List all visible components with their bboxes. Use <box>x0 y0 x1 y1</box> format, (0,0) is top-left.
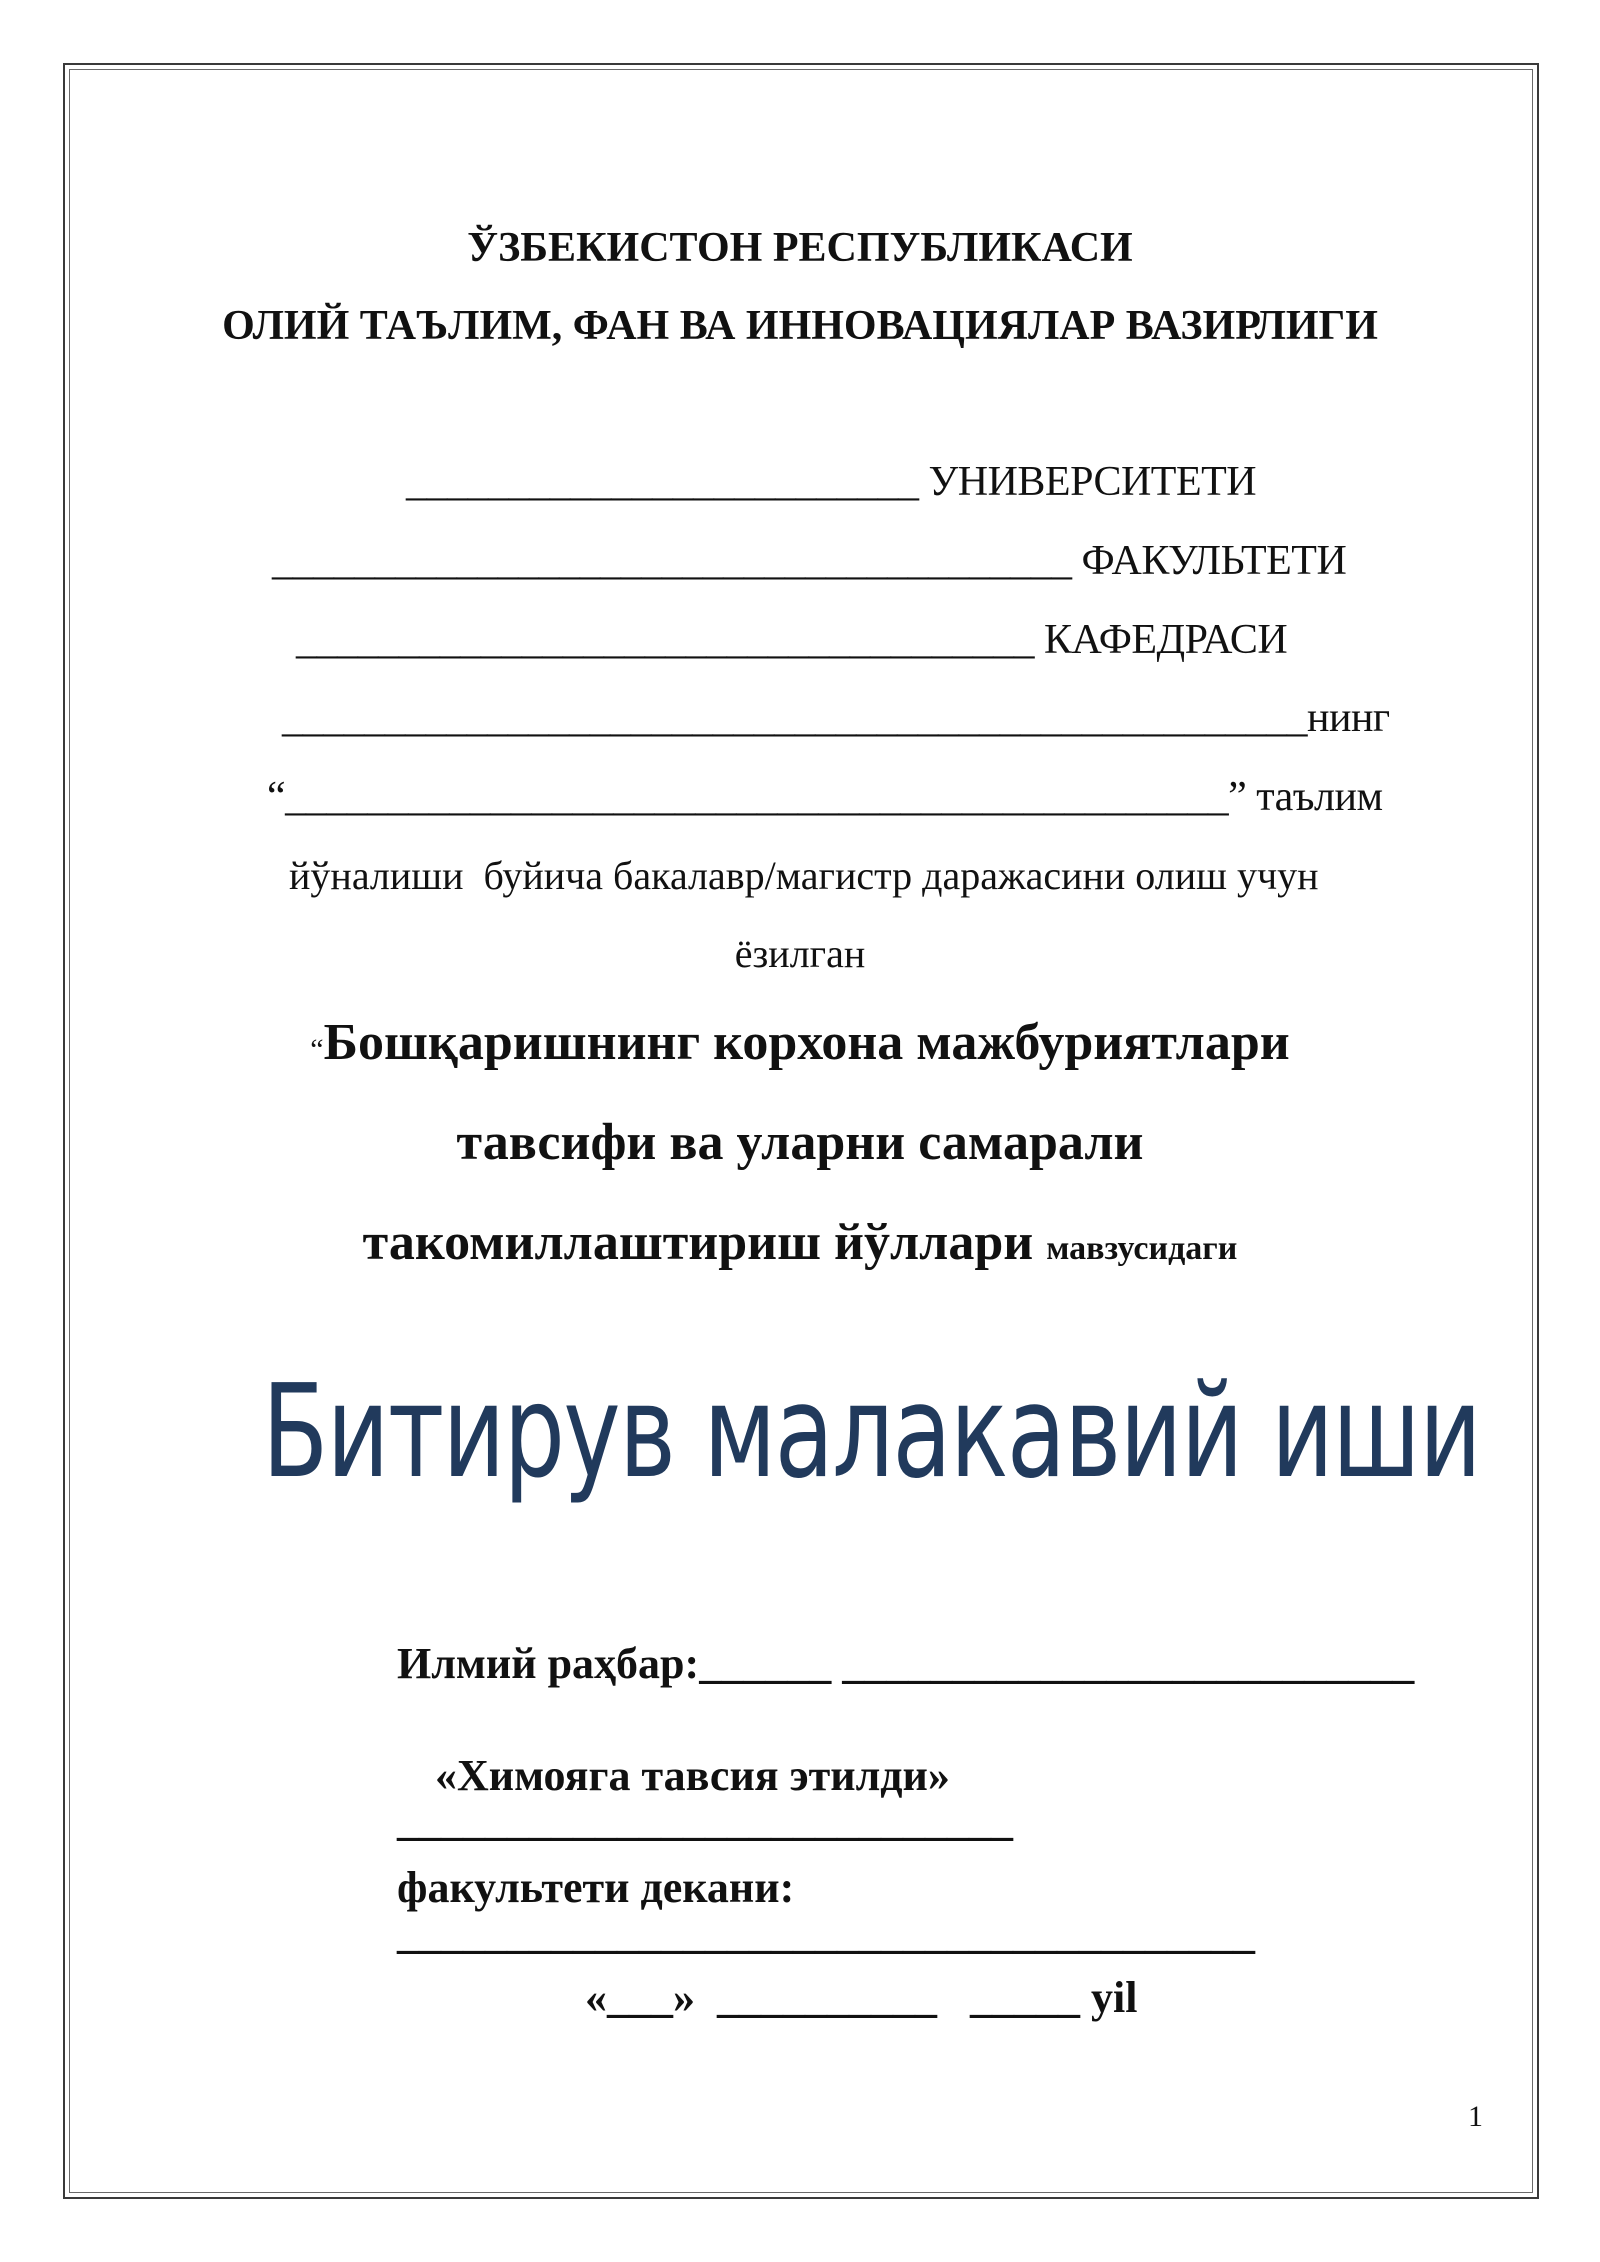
work-type-title: Битирув малакавий иши <box>262 1358 1481 1507</box>
header-republic: ЎЗБЕКИСТОН РЕСПУБЛИКАСИ <box>467 225 1133 271</box>
topic-suffix: мавзусидаги <box>1046 1230 1238 1267</box>
page-number: 1 <box>1468 2100 1483 2133</box>
topic-line-1 <box>0 1013 1600 1072</box>
direction-line: “______________________________________________” таълим <box>267 774 1383 820</box>
recommended-label: «Химояга тавсия этилди» <box>435 1751 950 1800</box>
advisor-blank: ______ __________________________ <box>699 1639 1415 1688</box>
topic-line-2: тавсифи ва уларни самарали <box>456 1114 1144 1171</box>
date-year-word: yil <box>1091 1973 1138 2022</box>
date-row <box>585 1972 1137 2023</box>
university-line: _________________________ УНИВЕРСИТЕТИ <box>406 459 1257 505</box>
topic-open-quote: “ <box>310 1033 324 1066</box>
advisor-label: Илмий раҳбар: <box>397 1639 700 1688</box>
header-ministry: ОЛИЙ ТАЪЛИМ, ФАН ВА ИННОВАЦИЯЛАР ВАЗИРЛИГИ <box>222 303 1378 349</box>
topic-line-1-text: Бошқаришнинг корхона мажбуриятлари <box>323 1014 1290 1071</box>
direction-continuation: йўналиши буйича бакалавр/магистр даражасини олиш учун <box>289 853 1319 898</box>
possessive-line: __________________________________________________нинг <box>282 695 1390 741</box>
date-year-blank: _____ <box>970 1973 1080 2022</box>
faculty-line: _______________________________________ ФАКУЛЬТЕТИ <box>272 538 1347 584</box>
topic-line-3-text: такомиллаштириш йўллари <box>362 1214 1034 1271</box>
dean-blank-top: ____________________________ <box>397 1796 1013 1845</box>
date-month: __________ <box>717 1973 937 2022</box>
dean-label: факультети декани: <box>397 1863 795 1912</box>
advisor-row <box>397 1638 1414 1689</box>
written-label: ёзилган <box>734 931 866 976</box>
dean-blank-bottom: _______________________________________ <box>397 1909 1255 1958</box>
date-day: «___» <box>585 1973 695 2022</box>
topic-line-3 <box>0 1213 1600 1272</box>
department-line: ____________________________________ КАФЕДРАСИ <box>296 617 1288 663</box>
